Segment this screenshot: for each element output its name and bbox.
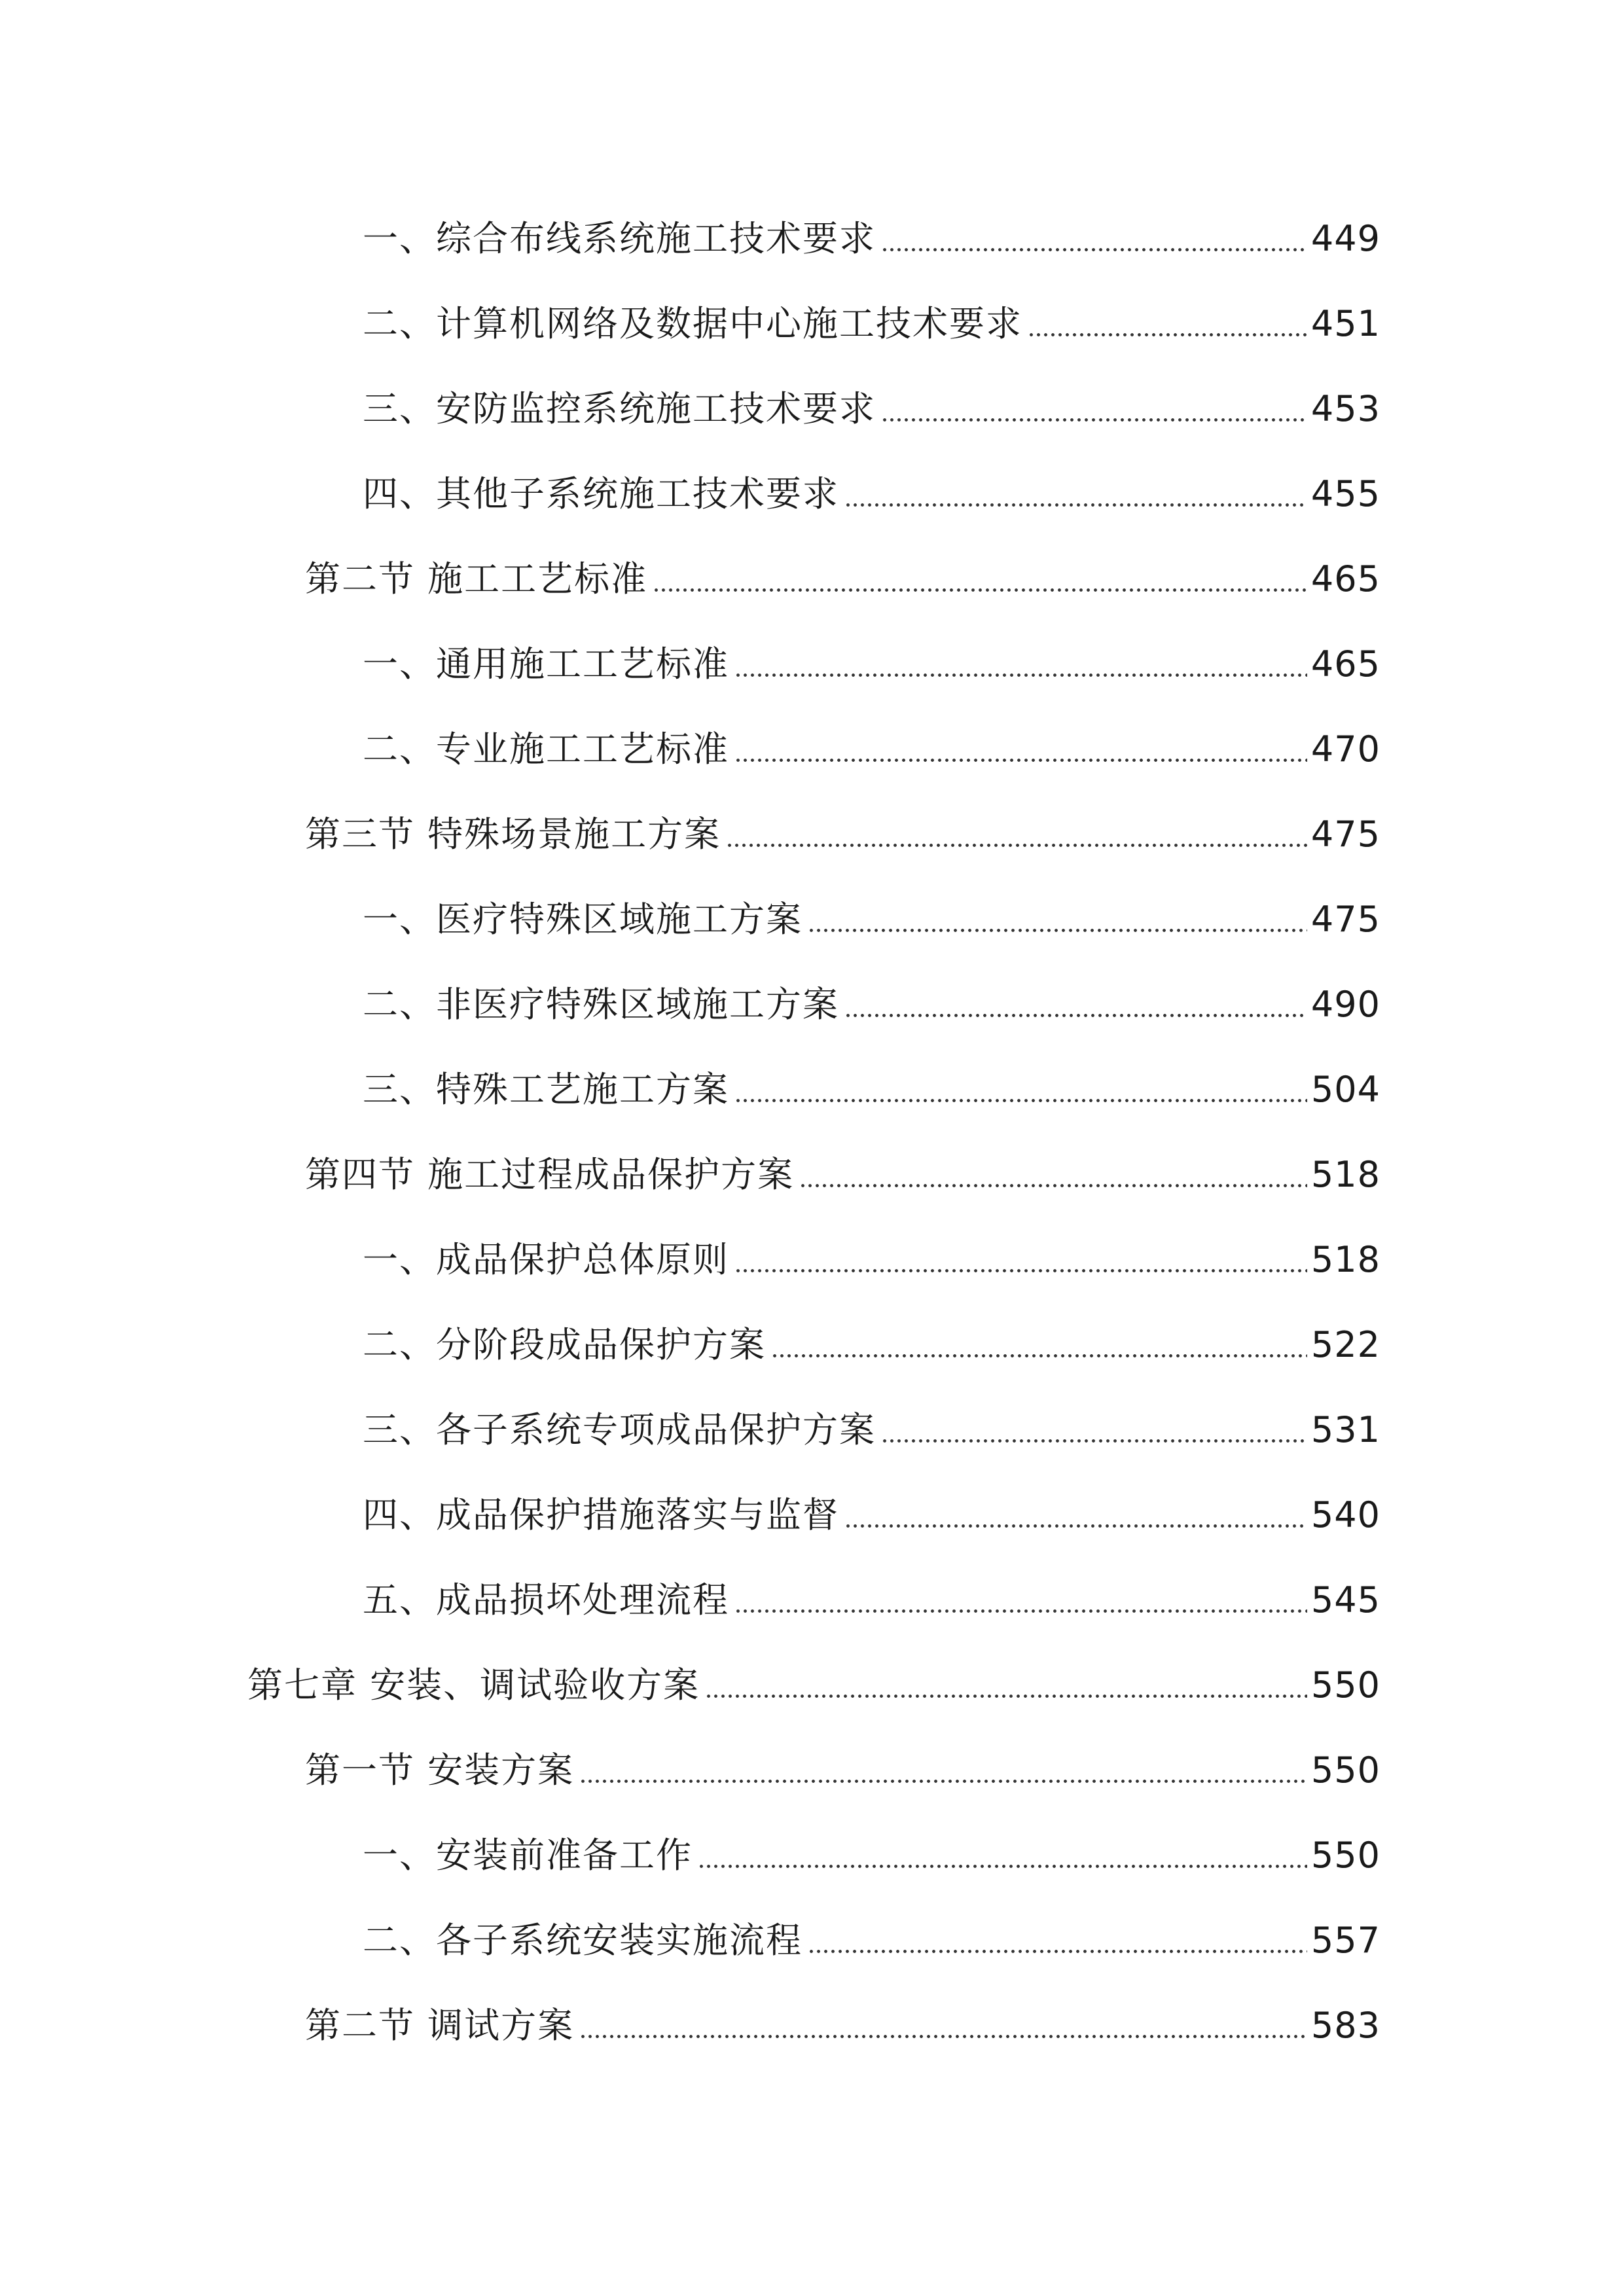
toc-entry-title: 第三节 特殊场景施工方案 [305, 814, 721, 855]
toc-dot-leader [881, 391, 1307, 427]
toc-dot-leader [653, 562, 1307, 597]
toc-entry[interactable] [0, 622, 1624, 707]
toc-page-number: 522 [1310, 1324, 1380, 1365]
toc-entry-title: 第二节 调试方案 [305, 2005, 575, 2046]
toc-entry-title: 三、特殊工艺施工方案 [363, 1069, 729, 1110]
toc-entry-title: 三、各子系统专项成品保护方案 [363, 1409, 876, 1450]
toc-entry-title: 二、计算机网络及数据中心施工技术要求 [363, 303, 1022, 344]
toc-entry-title: 五、成品损坏处理流程 [363, 1579, 729, 1621]
toc-entry-title: 第一节 安装方案 [305, 1749, 575, 1791]
toc-dot-leader [734, 1072, 1307, 1107]
toc-dot-leader [799, 1157, 1307, 1193]
toc-entry[interactable] [0, 1643, 1624, 1728]
toc-entry-title: 二、各子系统安装实施流程 [363, 1920, 803, 1961]
toc-dot-leader [698, 1838, 1307, 1873]
toc-entry[interactable] [0, 792, 1624, 877]
toc-dot-leader [734, 732, 1307, 767]
toc-entry-title: 四、成品保护措施落实与监督 [363, 1494, 839, 1535]
toc-page-number: 550 [1310, 1749, 1380, 1791]
toc-entry-title: 二、非医疗特殊区域施工方案 [363, 984, 839, 1025]
toc-entry-title: 第七章 安装、调试验收方案 [247, 1664, 700, 1706]
toc-page-number: 490 [1310, 984, 1380, 1025]
toc-entry[interactable] [0, 367, 1624, 452]
toc-dot-leader [771, 1327, 1307, 1363]
toc-entry-title: 二、分阶段成品保护方案 [363, 1324, 766, 1365]
toc-dot-leader [579, 1753, 1307, 1788]
toc-dot-leader [808, 902, 1307, 937]
toc-entry-title: 一、医疗特殊区域施工方案 [363, 899, 803, 940]
toc-page-number: 531 [1310, 1409, 1380, 1450]
toc-page-number: 451 [1310, 303, 1380, 344]
toc-page-number: 465 [1310, 558, 1380, 600]
toc-entry[interactable] [0, 1388, 1624, 1473]
toc-dot-leader [844, 987, 1307, 1022]
toc-entry[interactable] [0, 877, 1624, 962]
toc-entry[interactable] [0, 1217, 1624, 1302]
toc-entry[interactable] [0, 707, 1624, 792]
toc-page-number: 540 [1310, 1494, 1380, 1535]
toc-page-number: 470 [1310, 728, 1380, 770]
toc-entry-title: 一、综合布线系统施工技术要求 [363, 218, 876, 259]
toc-dot-leader [844, 1498, 1307, 1533]
toc-entry-title: 四、其他子系统施工技术要求 [363, 473, 839, 514]
toc-page-number: 518 [1310, 1239, 1380, 1280]
toc-entry-title: 第二节 施工工艺标准 [305, 558, 648, 600]
toc-entry[interactable] [0, 1558, 1624, 1643]
toc-entry-title: 三、安防监控系统施工技术要求 [363, 388, 876, 429]
toc-entry[interactable] [0, 196, 1624, 281]
toc-page-number: 465 [1310, 643, 1380, 685]
toc-entry[interactable] [0, 962, 1624, 1047]
toc-page-number: 550 [1310, 1664, 1380, 1706]
toc-entry[interactable] [0, 1132, 1624, 1217]
toc-page-number: 550 [1310, 1835, 1380, 1876]
toc-dot-leader [705, 1668, 1307, 1703]
table-of-contents [0, 196, 1624, 2068]
toc-dot-leader [734, 647, 1307, 682]
toc-page-number: 504 [1310, 1069, 1380, 1110]
toc-dot-leader [881, 221, 1307, 257]
toc-page-number: 449 [1310, 218, 1380, 259]
toc-entry[interactable] [0, 1302, 1624, 1388]
toc-entry[interactable] [0, 1728, 1624, 1813]
toc-dot-leader [881, 1412, 1307, 1448]
toc-entry[interactable] [0, 1898, 1624, 1983]
toc-entry[interactable] [0, 452, 1624, 537]
toc-entry[interactable] [0, 1047, 1624, 1132]
toc-page-number: 518 [1310, 1154, 1380, 1195]
toc-dot-leader [734, 1583, 1307, 1618]
toc-page-number: 557 [1310, 1920, 1380, 1961]
toc-dot-leader [1028, 306, 1307, 342]
toc-entry-title: 一、安装前准备工作 [363, 1835, 693, 1876]
toc-dot-leader [808, 1923, 1307, 1958]
toc-dot-leader [579, 2008, 1307, 2043]
toc-page-number: 475 [1310, 899, 1380, 940]
toc-entry-title: 二、专业施工工艺标准 [363, 728, 729, 770]
toc-entry[interactable] [0, 1983, 1624, 2068]
toc-entry-title: 一、通用施工工艺标准 [363, 643, 729, 685]
toc-entry[interactable] [0, 537, 1624, 622]
toc-dot-leader [726, 817, 1307, 852]
toc-page-number: 455 [1310, 473, 1380, 514]
toc-entry-title: 第四节 施工过程成品保护方案 [305, 1154, 795, 1195]
toc-page-number: 475 [1310, 814, 1380, 855]
toc-entry-title: 一、成品保护总体原则 [363, 1239, 729, 1280]
toc-page-number: 583 [1310, 2005, 1380, 2046]
toc-dot-leader [734, 1242, 1307, 1278]
toc-page-number: 545 [1310, 1579, 1380, 1621]
toc-page-number: 453 [1310, 388, 1380, 429]
toc-dot-leader [844, 476, 1307, 512]
toc-entry[interactable] [0, 1813, 1624, 1898]
toc-entry[interactable] [0, 1473, 1624, 1558]
toc-entry[interactable] [0, 281, 1624, 367]
